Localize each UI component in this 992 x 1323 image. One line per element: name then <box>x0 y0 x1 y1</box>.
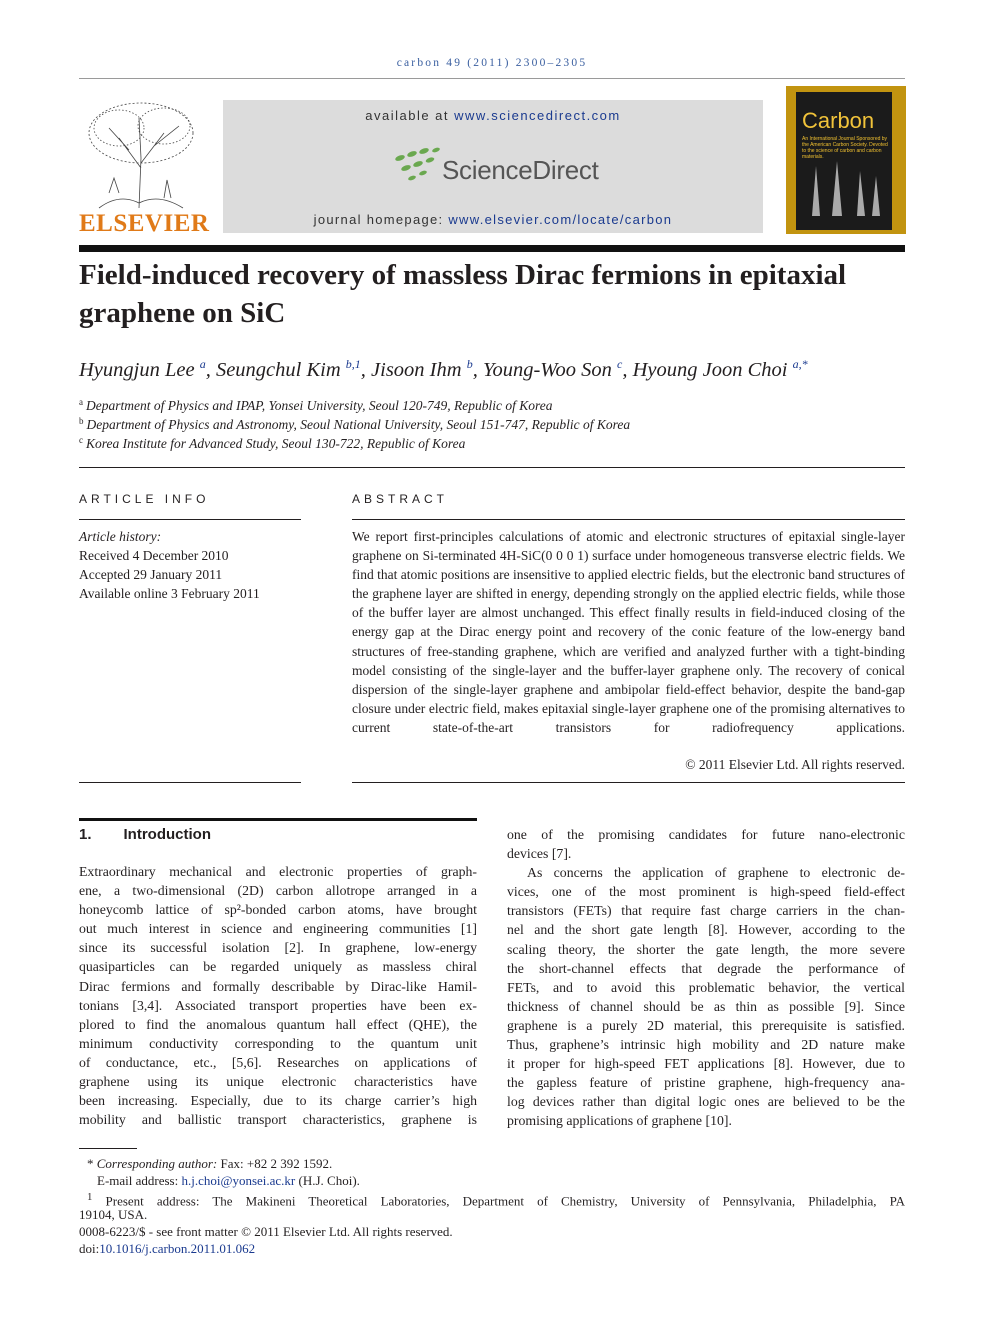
homepage-prefix: journal homepage: <box>313 212 449 227</box>
body-text-line: thickness of channel should be as thin as possible [9]. Since <box>507 998 905 1014</box>
body-column-right <box>507 825 905 1131</box>
author-affil-mark[interactable]: c <box>616 357 623 371</box>
body-text-line: been increasing. Especially, due to its charge carrier’s high <box>79 1093 477 1109</box>
body-text-line: since its successful isolation [2]. In graphene, low-energy <box>79 940 477 956</box>
article-info-heading: ARTICLE INFO <box>79 492 210 506</box>
article-info-rule <box>79 519 301 520</box>
body-text-line: Thus, graphene’s intrinsic high mobility and 2D nature make <box>507 1037 905 1053</box>
available-at <box>223 108 763 123</box>
body-text-line: it proper for high-speed FET applications [8]. However, due to <box>507 1056 905 1072</box>
body-text-line: As concerns the application of graphene to electronic de- <box>527 865 905 881</box>
footnote-rule <box>79 1148 137 1149</box>
footnote-mark: 1 <box>87 1191 93 1203</box>
author-affil-mark[interactable]: b <box>466 357 473 371</box>
affiliation-mark: a <box>79 397 83 407</box>
body-text-line: transistors (FETs) that require fast charge carriers in the chan- <box>507 903 905 919</box>
abstract-copyright: © 2011 Elsevier Ltd. All rights reserved. <box>685 757 905 772</box>
body-text-line: graphene using its unique electronic characteristics have <box>79 1074 477 1090</box>
affiliation-divider <box>79 467 905 468</box>
article-info-bottom-rule <box>79 782 301 783</box>
author-name: Jisoon Ihm <box>371 359 462 381</box>
affiliation-text: Department of Physics and Astronomy, Seoul National University, Seoul 151-747, Republic of Korea <box>86 417 631 432</box>
present-address-text: Present address: The Makineni Theoretical Laboratories, Department of Chemistry, University of Pennsylvania, Philadelphia, PA <box>105 1193 905 1209</box>
author-affil-mark[interactable]: a,* <box>792 357 808 371</box>
sciencedirect-leaf-icon <box>392 146 442 189</box>
body-text-line: quasiparticles can be regarded uniquely as massless chiral <box>79 959 477 975</box>
email-link[interactable]: h.j.choi@yonsei.ac.kr <box>181 1173 296 1188</box>
body-text-line: one of the promising candidates for future nano-electronic <box>507 827 905 842</box>
title-divider <box>79 245 905 252</box>
header-divider <box>79 78 905 79</box>
affiliation-mark: c <box>79 435 83 445</box>
section-number: 1. <box>79 826 92 843</box>
available-prefix: available at <box>365 108 455 123</box>
affiliation <box>79 435 465 452</box>
body-text-line: the gapless feature of pristine graphene, high-frequency ana- <box>507 1075 905 1091</box>
body-text-line: log devices rather than digital logic ones are believed to be the <box>507 1094 905 1110</box>
sciencedirect-link[interactable]: www.sciencedirect.com <box>454 108 621 123</box>
cover-subtitle: An International Journal Sponsored by the American Carbon Society. Devoted to the science of carbon and carbon materials. <box>802 136 888 160</box>
affiliation-text: Korea Institute for Advanced Study, Seoul 130-722, Republic of Korea <box>86 436 466 451</box>
journal-homepage-link[interactable]: www.elsevier.com/locate/carbon <box>448 212 673 227</box>
body-text-line: scaling theory, the shorter the gate length, the more severe <box>507 941 905 957</box>
author-affil-mark[interactable]: b,1 <box>345 357 361 371</box>
affiliation-mark: b <box>79 416 84 426</box>
body-text-line: ene, a two-dimensional (2D) carbon allotrope arranged in a <box>79 883 477 899</box>
online-date: Available online 3 February 2011 <box>79 586 260 601</box>
body-text-line: minimum conductivity corresponding to the quantum unit <box>79 1035 477 1051</box>
history-label: Article history: <box>79 529 162 544</box>
abstract-bottom-rule <box>352 782 905 783</box>
body-text-line: Dirac fermions and formally describable by Dirac-like Hamil- <box>79 978 477 994</box>
body-text-line: nel and the short gate length [8]. However, according to the <box>507 922 905 938</box>
affiliation <box>79 397 552 414</box>
corresponding-author-note <box>79 1155 905 1172</box>
accepted-date: Accepted 29 January 2011 <box>79 567 223 582</box>
author-name: Hyungjun Lee <box>79 359 195 381</box>
body-text-line: FETs, and to avoid this problematic behavior, the vertical <box>507 979 905 995</box>
author-affil-mark[interactable]: a <box>199 357 206 371</box>
body-text-line: vices, one of the most prominent is high-speed field-effect <box>507 884 905 900</box>
corr-label: Corresponding author: <box>96 1156 218 1171</box>
body-text-line: plored to find the anomalous quantum hall effect (QHE), the <box>79 1016 477 1032</box>
section-title: Introduction <box>123 826 211 843</box>
journal-homepage <box>223 212 763 227</box>
body-text-line: devices [7]. <box>507 846 572 862</box>
author-name: Hyoung Joon Choi <box>632 359 788 381</box>
body-text-line: graphene is a purely 2D material, this prerequisite is satisfied. <box>507 1017 905 1033</box>
email-note <box>79 1172 905 1189</box>
body-text-line: the short-channel effects that degrade the performance of <box>507 960 905 976</box>
cover-title: Carbon <box>802 108 875 133</box>
affiliation <box>79 416 630 433</box>
footnote-mark: * <box>87 1156 94 1171</box>
article-title: Field-induced recovery of massless Dirac fermions in epitaxial graphene on SiC <box>79 259 847 329</box>
abstract-rule <box>352 519 905 520</box>
abstract-text: We report first-principles calculations of atomic and electronic structures of epitaxial single-layer graphene on Si-terminated 4H-SiC(0 0 0 1) surface under homogeneous transverse electric fields. We find that atomic positions are insensitive to applied electric fields, but the electronic band structures of the graphene layer are shifted in energy, depending strongly on the applied electric fields, while those of the buffer layer are almost unchanged. This effect finally results in field-induced closing of the energy gap at the Dirac energy point and recovery of the conic feature of the low-energy band structures of free-standing graphene, which are verified and analyzed further with a tight-binding model consisting of the single-layer and the buffer-layer graphene only. The recovery of conical dispersion of the single-layer graphene and ambipolar field-effect behavior, despite the band-gap closure under electric field, makes epitaxial single-layer graphene one of the promising alternatives to current state-of-the-art transistors for radiofrequency applications. <box>352 529 905 735</box>
elsevier-wordmark: ELSEVIER <box>79 210 210 237</box>
journal-cover-image <box>786 86 906 234</box>
affiliation-text: Department of Physics and IPAP, Yonsei University, Seoul 120-749, Republic of Korea <box>86 398 553 413</box>
section-heading <box>79 826 211 843</box>
intro-rule <box>79 818 477 821</box>
email-suffix: (H.J. Choi). <box>295 1173 360 1188</box>
author-name: Young-Woo Son <box>482 359 612 381</box>
corr-fax: Fax: +82 2 392 1592. <box>217 1156 333 1171</box>
email-label: E-mail address: <box>97 1173 182 1188</box>
sciencedirect-logo-text: ScienceDirect <box>442 155 599 185</box>
abstract-heading: ABSTRACT <box>352 492 449 506</box>
body-text-line: promising applications of graphene [10]. <box>507 1113 732 1129</box>
author-name: Seungchul Kim <box>215 359 341 381</box>
issn-line: 0008-6223/$ - see front matter © 2011 Elsevier Ltd. All rights reserved. <box>79 1224 453 1239</box>
doi-line <box>79 1240 905 1257</box>
present-address-cont: 19104, USA. <box>79 1207 148 1222</box>
body-text-line: honeycomb lattice of sp²-bonded carbon atoms, have brought <box>79 902 477 918</box>
received-date: Received 4 December 2010 <box>79 548 229 563</box>
body-text-line: mobility and ballistic transport characteristics, graphene is <box>79 1112 477 1128</box>
body-text-line: Extraordinary mechanical and electronic properties of graph- <box>79 864 477 879</box>
running-head: carbon 49 (2011) 2300–2305 <box>396 57 588 69</box>
author-list: Hyungjun Lee $^a$, Seungchul Kim $^{b,1}$, Jisoon Ihm $^b$, Young-Woo Son $^c$, Hyoung Joon Choi $^{a,*}$ <box>79 357 808 381</box>
body-text-line: of conductance, etc., [5,6]. Researches on applications of <box>79 1054 477 1070</box>
body-column-left <box>79 862 477 1129</box>
doi-prefix: doi: <box>79 1241 100 1256</box>
body-text-line: out much interest in science and engineering communities [1] <box>79 921 477 937</box>
doi-link[interactable]: 10.1016/j.carbon.2011.01.062 <box>99 1241 256 1256</box>
body-text-line: tonians [3,4]. Associated transport properties have been ex- <box>79 997 477 1013</box>
